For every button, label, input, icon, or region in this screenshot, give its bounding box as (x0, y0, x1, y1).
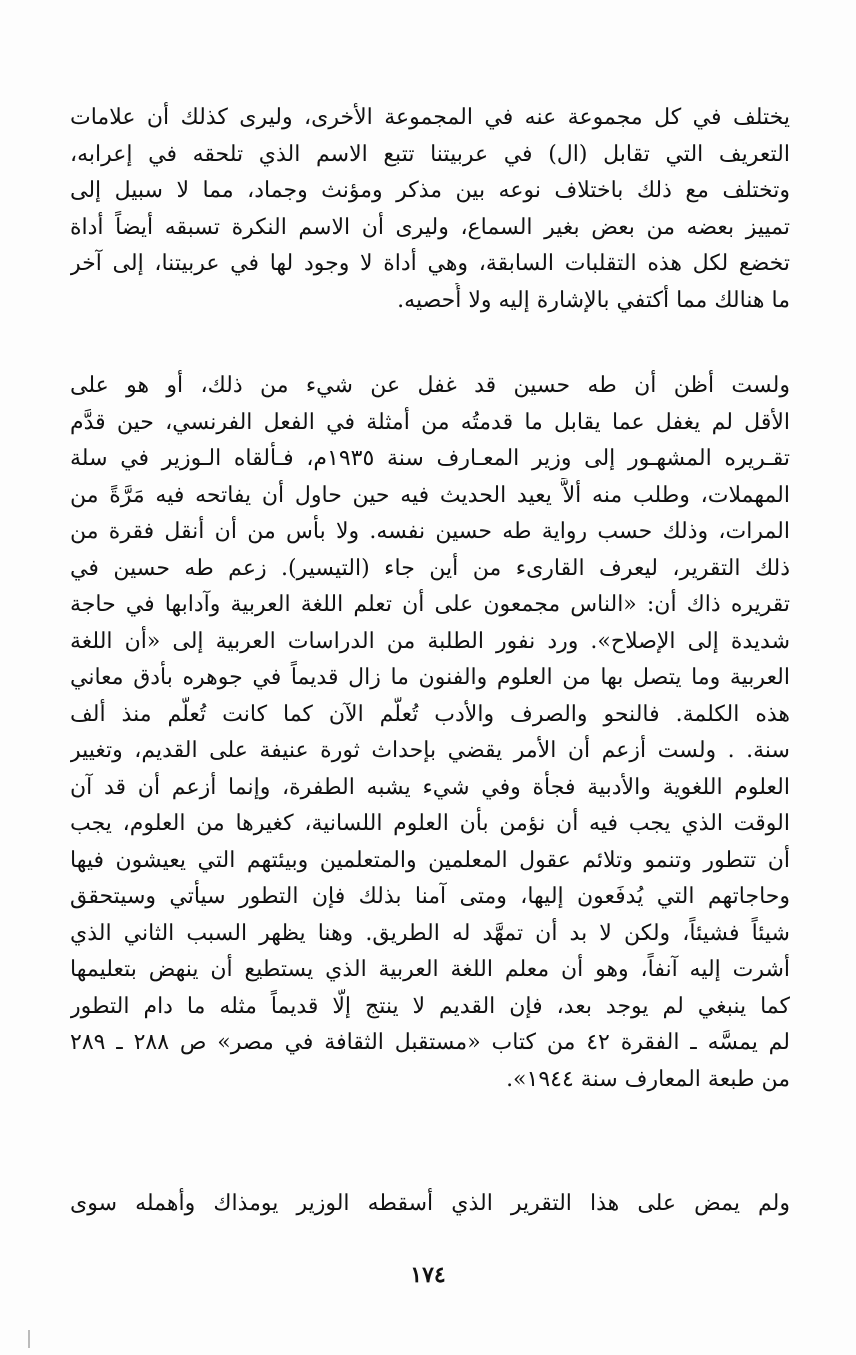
text-line: تقـريره المشهـور إلى وزير المعـارف سنة ١٩٣٥م، فـألقاه الـوزير في سلة (70, 446, 790, 471)
text-line: العربية وما يتصل بها من العلوم والفنون ما زال قديماً في جوهره بأدق معاني (70, 665, 790, 690)
text-line: ذلك التقرير، ليعرف القارىء من أين جاء (التيسير). زعم طه حسين في (70, 555, 790, 581)
text-line: العلوم اللغوية والأدبية فجأة وفي شيء يشبه الطفرة، وإنما أزعم أن قد آن (70, 774, 790, 800)
text-line: تمييز بعضه من بعض بغير السماع، وليرى أن الاسم النكرة تسبقه أيضاً أداة (70, 214, 790, 240)
paragraph-3 (70, 1186, 790, 1223)
paragraph-2 (70, 368, 790, 1098)
text-line: التعريف التي تقابل (ال) في عربيتنا تتبع الاسم الذي تلحقه في إعرابه، (70, 141, 790, 167)
text-line: هذه الكلمة. فالنحو والصرف والأدب تُعلَّم الآن كما كانت تُعلَّم منذ ألف (70, 701, 790, 727)
text-line: أشرت إليه آنفاً، وهو أن معلم اللغة العربية الذي يستطيع أن ينهض بتعليمها (70, 957, 790, 982)
text-line: ما هنالك مما أكتفي بالإشارة إليه ولا أُحصيه. (397, 287, 790, 313)
text-line: شديدة إلى الإصلاح». ورد نفور الطلبة من الدراسات العربية إلى «أن اللغة (70, 628, 790, 654)
text-line: ولم يمض على هذا التقرير الذي أسقطه الوزير يومذاك وأهمله سوى (70, 1191, 790, 1216)
text-line: سنة. . ولست أزعم أن الأمر يقضي بإحداث ثورة عنيفة على القديم، وتغيير (70, 738, 790, 763)
paragraph-1 (70, 100, 790, 319)
text-line: لم يمسَّه ـ الفقرة ٤٢ من كتاب «مستقبل الثقافة في مصر» ص ٢٨٨ ـ ٢٨٩ (70, 1030, 790, 1055)
text-line: وحاجاتهم التي يُدفَعون إليها، ومتى آمنا بذلك فإن التطور سيأتي وسيتحقق (70, 884, 790, 909)
text-line: أن تتطور وتنمو وتلائم عقول المعلمين والمتعلمين وبيئتهم التي يعيشون فيها (70, 847, 790, 873)
text-line: الأقل لم يغفل عما يقابل ما قدمتُه من أمثلة في الفعل الفرنسي، حين قدَّم (70, 409, 790, 435)
text-line: المرات، وذلك حسب رواية طه حسين نفسه. ولا بأس من أن أنقل فقرة من (70, 519, 790, 544)
text-line: شيئاً فشيئاً، ولكن لا بد أن تمهَّد له الطريق. وهنا يظهر السبب الثاني الذي (70, 920, 790, 946)
text-line: ولست أظن أن طه حسين قد غفل عن شيء من ذلك، أو هو على (70, 373, 790, 398)
scan-mark (28, 1330, 30, 1348)
text-line: تقريره ذاك أن: «الناس مجمعون على أن تعلم اللغة العربية وآدابها في حاجة (70, 592, 790, 617)
text-line: يختلف في كل مجموعة عنه في المجموعة الأخرى، وليرى كذلك أن علامات (70, 105, 790, 130)
text-line: من طبعة المعارف سنة ١٩٤٤». (506, 1066, 790, 1092)
text-line: تخضع لكل هذه التقلبات السابقة، وهي أداة لا وجود لها في عربيتنا، إلى آخر (70, 251, 790, 276)
text-line: الوقت الذي يجب فيه أن نؤمن بأن العلوم اللسانية، كغيرها من العلوم، يجب (70, 811, 790, 836)
text-line: المهملات، وطلب منه ألاَّ يعيد الحديث فيه حين حاول أن يفاتحه فيه مَرَّةً من (70, 482, 790, 508)
text-line: كما ينبغي لم يوجد بعد، فإن القديم لا ينتج إلَّا قديماً مثله ما دام التطور (70, 993, 790, 1019)
text-line: وتختلف مع ذلك باختلاف نوعه بين مذكر ومؤنث وجماد، مما لا سبيل إلى (70, 178, 790, 203)
page-number: ١٧٤ (410, 1262, 446, 1288)
